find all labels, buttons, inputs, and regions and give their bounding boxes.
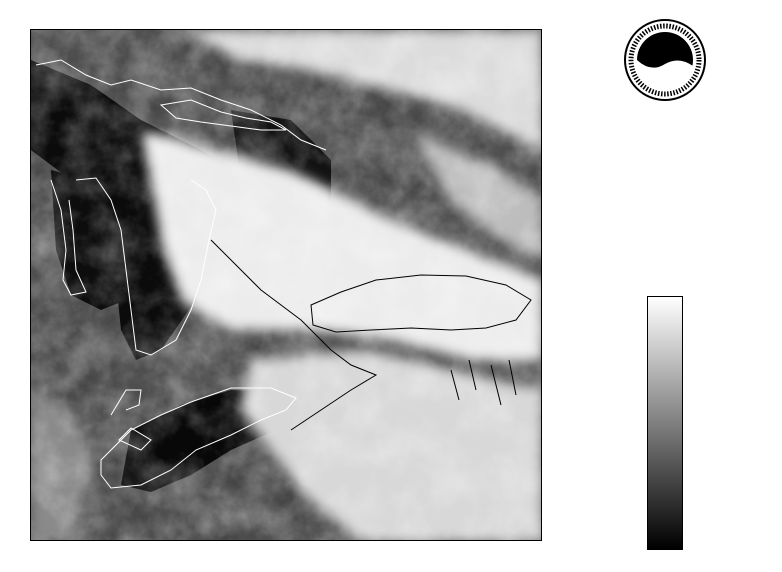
noaa-seal-icon	[623, 18, 707, 102]
map-svg	[31, 30, 542, 541]
satellite-image	[30, 29, 542, 541]
cloud-cover	[31, 30, 542, 541]
reflectance-colorbar	[647, 296, 683, 550]
noaa-logo	[623, 18, 707, 102]
info-panel	[560, 18, 770, 108]
